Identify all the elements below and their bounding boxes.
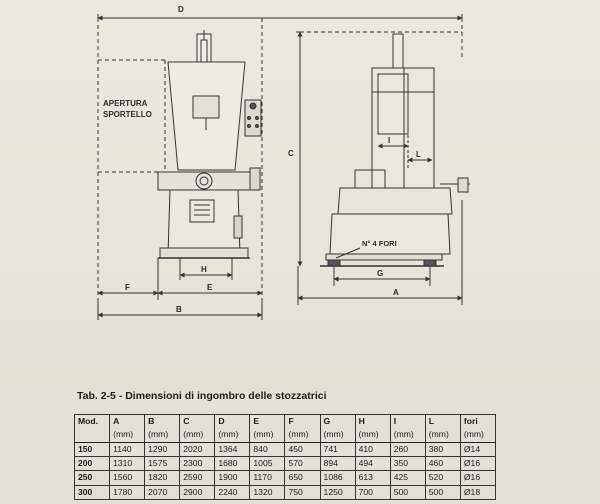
label-holes: N° 4 FORI [362, 239, 397, 248]
front-view [98, 18, 262, 320]
value-cell: 1900 [215, 471, 250, 485]
value-cell: 500 [425, 485, 460, 499]
header-cell: (mm) [145, 428, 180, 442]
value-cell: 410 [355, 442, 390, 456]
model-cell: 150 [75, 442, 110, 456]
table-row [75, 471, 496, 485]
header-cell: C [180, 415, 215, 429]
header-cell: D [215, 415, 250, 429]
header-cell: (mm) [250, 428, 285, 442]
value-cell: 500 [390, 485, 425, 499]
header-cell: (mm) [355, 428, 390, 442]
value-cell: 1310 [110, 456, 145, 470]
label-b: B [176, 305, 182, 314]
header-cell: E [250, 415, 285, 429]
value-cell: Ø16 [460, 456, 495, 470]
value-cell: 1560 [110, 471, 145, 485]
value-cell: 2300 [180, 456, 215, 470]
dimension-d [98, 14, 462, 60]
table-row [75, 456, 496, 470]
table-header-row [75, 415, 496, 429]
value-cell: 1140 [110, 442, 145, 456]
table-units-row [75, 428, 496, 442]
label-e: E [207, 283, 213, 292]
value-cell: Ø14 [460, 442, 495, 456]
header-cell: (mm) [215, 428, 250, 442]
table-row [75, 442, 496, 456]
value-cell: 1250 [320, 485, 355, 499]
header-cell: Mod. [75, 415, 110, 429]
value-cell: 1086 [320, 471, 355, 485]
table-row [75, 485, 496, 499]
value-cell: 425 [390, 471, 425, 485]
header-cell: I [390, 415, 425, 429]
header-cell: (mm) [110, 428, 145, 442]
value-cell: 260 [390, 442, 425, 456]
value-cell: 840 [250, 442, 285, 456]
label-h: H [201, 265, 207, 274]
value-cell: 700 [355, 485, 390, 499]
label-l: L [416, 150, 421, 159]
header-cell: (mm) [460, 428, 495, 442]
label-c: C [288, 149, 294, 158]
header-cell: G [320, 415, 355, 429]
value-cell: 1820 [145, 471, 180, 485]
value-cell: 1320 [250, 485, 285, 499]
label-d: D [178, 5, 184, 14]
header-cell: (mm) [180, 428, 215, 442]
value-cell: 1170 [250, 471, 285, 485]
header-cell: F [285, 415, 320, 429]
value-cell: 570 [285, 456, 320, 470]
value-cell: 1364 [215, 442, 250, 456]
header-cell: (mm) [320, 428, 355, 442]
label-f: F [125, 283, 130, 292]
value-cell: 2900 [180, 485, 215, 499]
header-cell [75, 428, 110, 442]
model-cell: 200 [75, 456, 110, 470]
value-cell: 1290 [145, 442, 180, 456]
table-title: Tab. 2-5 - Dimensioni di ingombro delle stozzatrici [77, 390, 327, 402]
value-cell: 494 [355, 456, 390, 470]
header-cell: H [355, 415, 390, 429]
value-cell: 894 [320, 456, 355, 470]
model-cell: 300 [75, 485, 110, 499]
header-cell: (mm) [425, 428, 460, 442]
value-cell: Ø16 [460, 471, 495, 485]
value-cell: 2070 [145, 485, 180, 499]
value-cell: 520 [425, 471, 460, 485]
value-cell: 460 [425, 456, 460, 470]
header-cell: A [110, 415, 145, 429]
header-cell: fori [460, 415, 495, 429]
value-cell: 741 [320, 442, 355, 456]
label-door-opening-2: SPORTELLO [103, 110, 152, 119]
value-cell: 2590 [180, 471, 215, 485]
dimensions-table [74, 414, 496, 500]
header-cell: L [425, 415, 460, 429]
value-cell: 2240 [215, 485, 250, 499]
header-cell: B [145, 415, 180, 429]
value-cell: 1005 [250, 456, 285, 470]
label-a: A [393, 288, 399, 297]
label-i: I [388, 136, 391, 145]
label-door-opening-1: APERTURA [103, 99, 148, 108]
value-cell: 1780 [110, 485, 145, 499]
header-cell: (mm) [285, 428, 320, 442]
header-cell: (mm) [390, 428, 425, 442]
value-cell: 750 [285, 485, 320, 499]
model-cell: 250 [75, 471, 110, 485]
value-cell: 1680 [215, 456, 250, 470]
side-view [296, 32, 470, 305]
value-cell: 650 [285, 471, 320, 485]
label-g: G [377, 269, 384, 278]
value-cell: 1575 [145, 456, 180, 470]
value-cell: 380 [425, 442, 460, 456]
value-cell: 613 [355, 471, 390, 485]
value-cell: 350 [390, 456, 425, 470]
value-cell: 2020 [180, 442, 215, 456]
value-cell: Ø18 [460, 485, 495, 499]
value-cell: 450 [285, 442, 320, 456]
